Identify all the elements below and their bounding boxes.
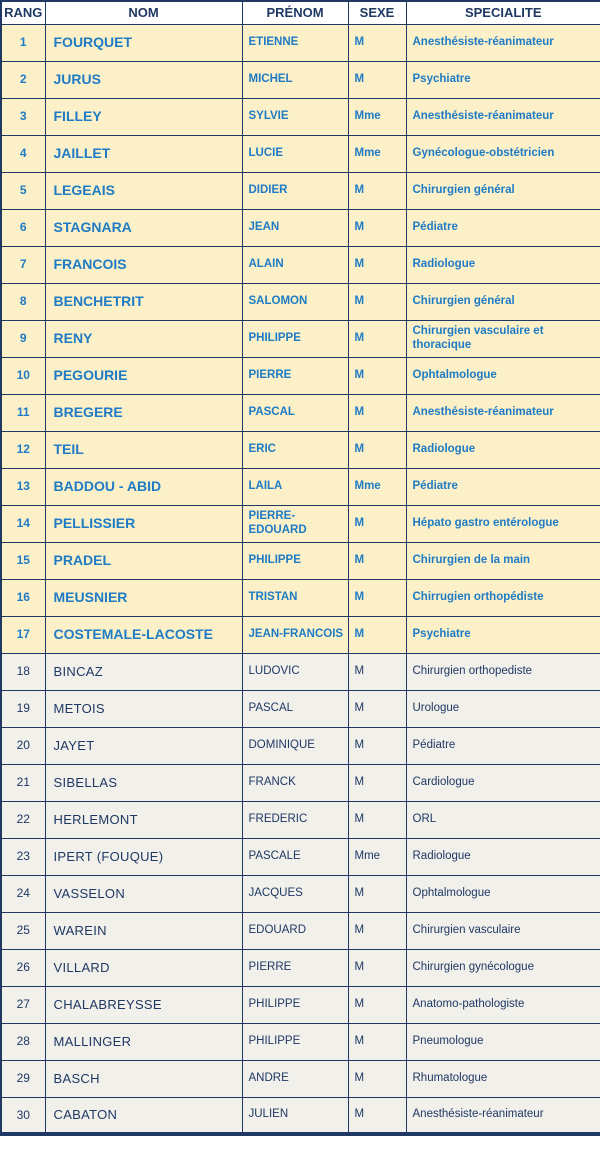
cell-specialite: Anesthésiste-réanimateur bbox=[406, 24, 600, 61]
cell-sexe: M bbox=[348, 764, 406, 801]
cell-nom: COSTEMALE-LACOSTE bbox=[45, 616, 242, 653]
cell-rang: 9 bbox=[1, 320, 45, 357]
cell-rang: 14 bbox=[1, 505, 45, 542]
cell-sexe: M bbox=[348, 949, 406, 986]
table-row bbox=[1, 579, 600, 616]
cell-prenom: LUCIE bbox=[242, 135, 348, 172]
table-row bbox=[1, 357, 600, 394]
column-header-rang: RANG bbox=[1, 1, 45, 24]
cell-sexe: M bbox=[348, 431, 406, 468]
cell-sexe: Mme bbox=[348, 468, 406, 505]
cell-prenom: PIERRE-EDOUARD bbox=[242, 505, 348, 542]
cell-sexe: M bbox=[348, 394, 406, 431]
cell-rang: 15 bbox=[1, 542, 45, 579]
cell-prenom: PHILIPPE bbox=[242, 986, 348, 1023]
cell-nom: BREGERE bbox=[45, 394, 242, 431]
table-row bbox=[1, 320, 600, 357]
cell-specialite: Radiologue bbox=[406, 246, 600, 283]
cell-prenom: JEAN-FRANCOIS bbox=[242, 616, 348, 653]
table-row bbox=[1, 172, 600, 209]
cell-nom: RENY bbox=[45, 320, 242, 357]
cell-nom: HERLEMONT bbox=[45, 801, 242, 838]
cell-rang: 3 bbox=[1, 98, 45, 135]
table-row bbox=[1, 246, 600, 283]
cell-prenom: FRANCK bbox=[242, 764, 348, 801]
cell-nom: VILLARD bbox=[45, 949, 242, 986]
cell-nom: PEGOURIE bbox=[45, 357, 242, 394]
cell-sexe: M bbox=[348, 505, 406, 542]
cell-prenom: LAILA bbox=[242, 468, 348, 505]
cell-rang: 22 bbox=[1, 801, 45, 838]
cell-rang: 24 bbox=[1, 875, 45, 912]
cell-prenom: DIDIER bbox=[242, 172, 348, 209]
cell-prenom: ERIC bbox=[242, 431, 348, 468]
cell-prenom: JULIEN bbox=[242, 1097, 348, 1134]
cell-prenom: PHILIPPE bbox=[242, 320, 348, 357]
cell-prenom: PHILIPPE bbox=[242, 542, 348, 579]
cell-sexe: M bbox=[348, 283, 406, 320]
cell-rang: 8 bbox=[1, 283, 45, 320]
cell-sexe: M bbox=[348, 1060, 406, 1097]
cell-rang: 5 bbox=[1, 172, 45, 209]
header-row bbox=[1, 1, 600, 24]
cell-rang: 6 bbox=[1, 209, 45, 246]
cell-sexe: M bbox=[348, 690, 406, 727]
cell-rang: 21 bbox=[1, 764, 45, 801]
cell-prenom: FREDERIC bbox=[242, 801, 348, 838]
cell-rang: 27 bbox=[1, 986, 45, 1023]
cell-rang: 2 bbox=[1, 61, 45, 98]
cell-sexe: M bbox=[348, 653, 406, 690]
cell-nom: TEIL bbox=[45, 431, 242, 468]
cell-specialite: Radiologue bbox=[406, 431, 600, 468]
cell-sexe: M bbox=[348, 172, 406, 209]
cell-nom: VASSELON bbox=[45, 875, 242, 912]
cell-specialite: Anesthésiste-réanimateur bbox=[406, 1097, 600, 1134]
cell-specialite: Chirurgien vasculaire bbox=[406, 912, 600, 949]
cell-rang: 1 bbox=[1, 24, 45, 61]
cell-sexe: M bbox=[348, 801, 406, 838]
cell-nom: FRANCOIS bbox=[45, 246, 242, 283]
cell-specialite: Hépato gastro entérologue bbox=[406, 505, 600, 542]
table-row bbox=[1, 542, 600, 579]
table-row bbox=[1, 616, 600, 653]
cell-rang: 30 bbox=[1, 1097, 45, 1134]
cell-sexe: M bbox=[348, 727, 406, 764]
cell-nom: IPERT (FOUQUE) bbox=[45, 838, 242, 875]
cell-prenom: PHILIPPE bbox=[242, 1023, 348, 1060]
table-row bbox=[1, 1097, 600, 1134]
cell-sexe: Mme bbox=[348, 135, 406, 172]
cell-rang: 10 bbox=[1, 357, 45, 394]
table-row bbox=[1, 912, 600, 949]
cell-nom: FILLEY bbox=[45, 98, 242, 135]
cell-rang: 20 bbox=[1, 727, 45, 764]
cell-specialite: Chirurgien orthopediste bbox=[406, 653, 600, 690]
table-row bbox=[1, 468, 600, 505]
table-row bbox=[1, 727, 600, 764]
cell-specialite: ORL bbox=[406, 801, 600, 838]
cell-specialite: Anesthésiste-réanimateur bbox=[406, 98, 600, 135]
cell-nom: WAREIN bbox=[45, 912, 242, 949]
table-row bbox=[1, 98, 600, 135]
column-header-nom: NOM bbox=[45, 1, 242, 24]
cell-prenom: ANDRE bbox=[242, 1060, 348, 1097]
cell-prenom: ETIENNE bbox=[242, 24, 348, 61]
cell-prenom: PASCAL bbox=[242, 394, 348, 431]
table-row bbox=[1, 875, 600, 912]
cell-specialite: Psychiatre bbox=[406, 61, 600, 98]
cell-nom: CHALABREYSSE bbox=[45, 986, 242, 1023]
cell-rang: 12 bbox=[1, 431, 45, 468]
cell-nom: JAYET bbox=[45, 727, 242, 764]
table-row bbox=[1, 135, 600, 172]
cell-sexe: M bbox=[348, 320, 406, 357]
cell-sexe: M bbox=[348, 61, 406, 98]
cell-prenom: SYLVIE bbox=[242, 98, 348, 135]
cell-sexe: M bbox=[348, 1097, 406, 1134]
table-row bbox=[1, 986, 600, 1023]
cell-rang: 25 bbox=[1, 912, 45, 949]
cell-rang: 19 bbox=[1, 690, 45, 727]
cell-prenom: LUDOVIC bbox=[242, 653, 348, 690]
cell-nom: PELLISSIER bbox=[45, 505, 242, 542]
table-body bbox=[1, 24, 600, 1134]
cell-prenom: DOMINIQUE bbox=[242, 727, 348, 764]
cell-rang: 4 bbox=[1, 135, 45, 172]
table-row bbox=[1, 764, 600, 801]
cell-prenom: ALAIN bbox=[242, 246, 348, 283]
cell-specialite: Ophtalmologue bbox=[406, 357, 600, 394]
cell-specialite: Chirurgien de la main bbox=[406, 542, 600, 579]
table-row bbox=[1, 505, 600, 542]
cell-prenom: JACQUES bbox=[242, 875, 348, 912]
cell-specialite: Psychiatre bbox=[406, 616, 600, 653]
cell-specialite: Cardiologue bbox=[406, 764, 600, 801]
table-row bbox=[1, 1060, 600, 1097]
cell-sexe: Mme bbox=[348, 838, 406, 875]
table-row bbox=[1, 838, 600, 875]
cell-nom: FOURQUET bbox=[45, 24, 242, 61]
cell-rang: 7 bbox=[1, 246, 45, 283]
cell-prenom: EDOUARD bbox=[242, 912, 348, 949]
cell-specialite: Anesthésiste-réanimateur bbox=[406, 394, 600, 431]
cell-sexe: M bbox=[348, 357, 406, 394]
cell-specialite: Chirurgien vasculaire et thoracique bbox=[406, 320, 600, 357]
cell-nom: METOIS bbox=[45, 690, 242, 727]
column-header-sexe: SEXE bbox=[348, 1, 406, 24]
cell-nom: BENCHETRIT bbox=[45, 283, 242, 320]
cell-sexe: M bbox=[348, 616, 406, 653]
cell-specialite: Chirurgien gynécologue bbox=[406, 949, 600, 986]
cell-nom: BASCH bbox=[45, 1060, 242, 1097]
cell-specialite: Rhumatologue bbox=[406, 1060, 600, 1097]
table-row bbox=[1, 801, 600, 838]
cell-nom: STAGNARA bbox=[45, 209, 242, 246]
cell-sexe: M bbox=[348, 542, 406, 579]
cell-rang: 23 bbox=[1, 838, 45, 875]
table-row bbox=[1, 283, 600, 320]
cell-nom: LEGEAIS bbox=[45, 172, 242, 209]
cell-sexe: Mme bbox=[348, 98, 406, 135]
table-row bbox=[1, 949, 600, 986]
table-row bbox=[1, 431, 600, 468]
cell-rang: 18 bbox=[1, 653, 45, 690]
cell-rang: 29 bbox=[1, 1060, 45, 1097]
table-row bbox=[1, 61, 600, 98]
table-row bbox=[1, 209, 600, 246]
table-row bbox=[1, 690, 600, 727]
cell-sexe: M bbox=[348, 579, 406, 616]
cell-sexe: M bbox=[348, 875, 406, 912]
cell-specialite: Pédiatre bbox=[406, 209, 600, 246]
cell-rang: 13 bbox=[1, 468, 45, 505]
cell-nom: PRADEL bbox=[45, 542, 242, 579]
column-header-prenom: PRÉNOM bbox=[242, 1, 348, 24]
cell-nom: JAILLET bbox=[45, 135, 242, 172]
cell-sexe: M bbox=[348, 1023, 406, 1060]
cell-nom: SIBELLAS bbox=[45, 764, 242, 801]
cell-rang: 17 bbox=[1, 616, 45, 653]
cell-nom: MALLINGER bbox=[45, 1023, 242, 1060]
cell-sexe: M bbox=[348, 246, 406, 283]
cell-sexe: M bbox=[348, 986, 406, 1023]
cell-specialite: Chirrugien orthopédiste bbox=[406, 579, 600, 616]
table-row bbox=[1, 24, 600, 61]
cell-nom: MEUSNIER bbox=[45, 579, 242, 616]
cell-prenom: PASCAL bbox=[242, 690, 348, 727]
cell-prenom: MICHEL bbox=[242, 61, 348, 98]
cell-nom: BADDOU - ABID bbox=[45, 468, 242, 505]
cell-nom: CABATON bbox=[45, 1097, 242, 1134]
cell-specialite: Chirurgien général bbox=[406, 172, 600, 209]
cell-nom: JURUS bbox=[45, 61, 242, 98]
table-row bbox=[1, 653, 600, 690]
cell-prenom: PIERRE bbox=[242, 357, 348, 394]
cell-rang: 11 bbox=[1, 394, 45, 431]
cell-specialite: Anatomo-pathologiste bbox=[406, 986, 600, 1023]
cell-sexe: M bbox=[348, 912, 406, 949]
cell-specialite: Gynécologue-obstétricien bbox=[406, 135, 600, 172]
cell-specialite: Pédiatre bbox=[406, 727, 600, 764]
cell-rang: 16 bbox=[1, 579, 45, 616]
cell-specialite: Urologue bbox=[406, 690, 600, 727]
cell-sexe: M bbox=[348, 24, 406, 61]
table-row bbox=[1, 1023, 600, 1060]
table-row bbox=[1, 394, 600, 431]
cell-specialite: Pédiatre bbox=[406, 468, 600, 505]
cell-sexe: M bbox=[348, 209, 406, 246]
cell-rang: 26 bbox=[1, 949, 45, 986]
cell-specialite: Radiologue bbox=[406, 838, 600, 875]
cell-prenom: TRISTAN bbox=[242, 579, 348, 616]
cell-prenom: JEAN bbox=[242, 209, 348, 246]
cell-specialite: Pneumologue bbox=[406, 1023, 600, 1060]
column-header-specialite: SPECIALITE bbox=[406, 1, 600, 24]
cell-prenom: SALOMON bbox=[242, 283, 348, 320]
cell-specialite: Ophtalmologue bbox=[406, 875, 600, 912]
cell-prenom: PASCALE bbox=[242, 838, 348, 875]
cell-nom: BINCAZ bbox=[45, 653, 242, 690]
cell-prenom: PIERRE bbox=[242, 949, 348, 986]
cell-rang: 28 bbox=[1, 1023, 45, 1060]
cell-specialite: Chirurgien général bbox=[406, 283, 600, 320]
